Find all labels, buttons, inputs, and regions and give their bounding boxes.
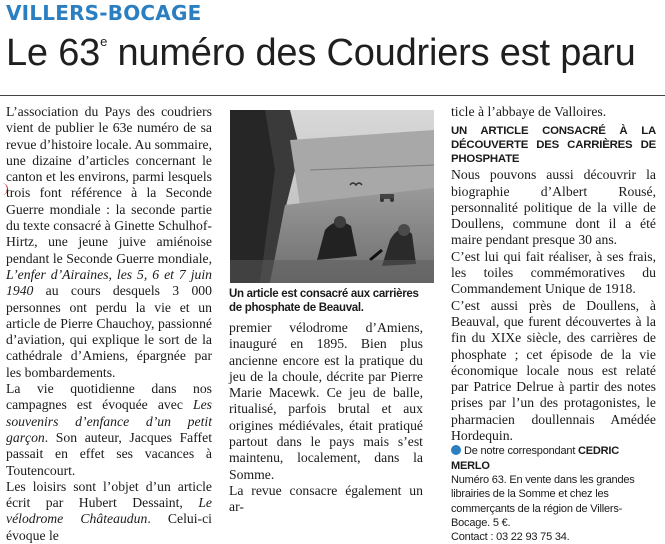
correspondent-prefix: De notre correspondant <box>464 445 576 458</box>
paragraph-biography: Nous pouvons aussi découvrir la biographie d’Albert Rousé, personnalité politique de la ville de Doullens, commune dont il a été maire pendant presque 30 ans. <box>451 167 656 248</box>
text-run: Les loisirs sont l’objet d’un article écrit par Hubert Dessaint, <box>6 478 212 511</box>
subheading: UN ARTICLE CONSACRÉ À LA DÉCOUVERTE DES CARRIÈRES DE PHOSPHATE <box>451 125 656 166</box>
header-rule <box>0 95 665 96</box>
text-run: La vie quotidienne dans nos campagnes est évoquée avec <box>6 381 212 413</box>
italic-title: L’enfer d’Airaines, les 5, 6 et 7 juin 1940 <box>6 266 212 299</box>
quarry-photo <box>230 110 434 283</box>
paragraph-valloires: ticle à l’abbaye de Valloires. <box>451 104 607 119</box>
paragraph-intro <box>6 104 212 381</box>
italic-title: Le vélodrome Châteaudun <box>6 495 212 527</box>
text-run: . Celui-ci évoque le <box>6 511 212 543</box>
section-kicker: VILLERS-BOCAGE <box>6 1 202 25</box>
headline-part-1: Le 63 <box>6 32 101 74</box>
quarry-photo-illustration <box>230 110 434 283</box>
column-2 <box>229 320 423 516</box>
headline-superscript: e <box>100 34 108 49</box>
article-headline <box>6 32 636 75</box>
paragraph-revue: La revue consacre également un ar- <box>229 482 423 515</box>
paragraph-daily-life <box>6 381 212 479</box>
correspondent-line <box>451 444 656 473</box>
contact-info: Contact : 03 22 93 75 34. <box>451 531 570 544</box>
paragraph-velodrome: premier vélodrome d’Amiens, inauguré en 1895. Bien plus ancienne encore est la pratique du jeu de la choule, décrite par Pierre Marie Macewk. Ce jeu de balle, ritualisé, parfois brutal et aux origines médiévales, était pratiqué partout dans le pays mais s’est maintenu, localement, dans la Somme. <box>229 320 423 482</box>
column-3 <box>451 104 656 544</box>
column-1 <box>6 104 212 544</box>
paragraph-toiles: C’est lui qui fait réaliser, à ses frais, les toiles commémoratives du Commandement Unique de 1918. <box>451 248 656 297</box>
correspondent-name: CEDRIC MERLO <box>451 445 619 472</box>
text-run: . Son auteur, Jacques Faffet passait en effet ses vacances à Toutencourt. <box>6 429 212 478</box>
camera-icon <box>451 445 461 455</box>
text-run: L’association du Pays des coudriers vient de publier le 63e numéro de sa revue d’histoire locale. Au sommaire, une dizaine d’articles concernant le canton et les environs, parmi lesquels trois font référence à la Seconde Guerre mondiale : la seconde partie du texte consacré à Ginette Schulhof-Hirtz, une jeune juive amiénoise pendant le Seconde Guerre mondiale, <box>6 104 213 266</box>
paragraph-phosphate: C’est aussi près de Doullens, à Beauval, que furent découvertes à la fin du XIXe siècle, des carrières de phosphate ; cet épisode de la vie économique locale nous est relaté par Patrice Delrue à partir des notes prises par l’un des protagonistes, le pharmacien doullennais Amédée Hordequin. <box>451 297 656 444</box>
text-run: au cours desquels 3 000 personnes ont perdu la vie et un article de Pierre Chauchoy, passionné d’aviation, qui explique le sort de la cathédrale d’Amiens, épargnée par les bombardements. <box>6 283 212 380</box>
headline-part-2: numéro des Coudriers est paru <box>107 32 636 74</box>
italic-title: Les souvenirs d’enfance d’un petit garçon <box>6 397 212 445</box>
paragraph-leisure <box>6 479 212 544</box>
photo-caption: Un article est consacré aux carrières de phosphate de Beauval. <box>229 288 419 314</box>
sale-info: Numéro 63. En vente dans les grandes librairies de la Somme et chez les commerçants de la région de Villers-Bocage. 5 €. <box>451 473 635 529</box>
